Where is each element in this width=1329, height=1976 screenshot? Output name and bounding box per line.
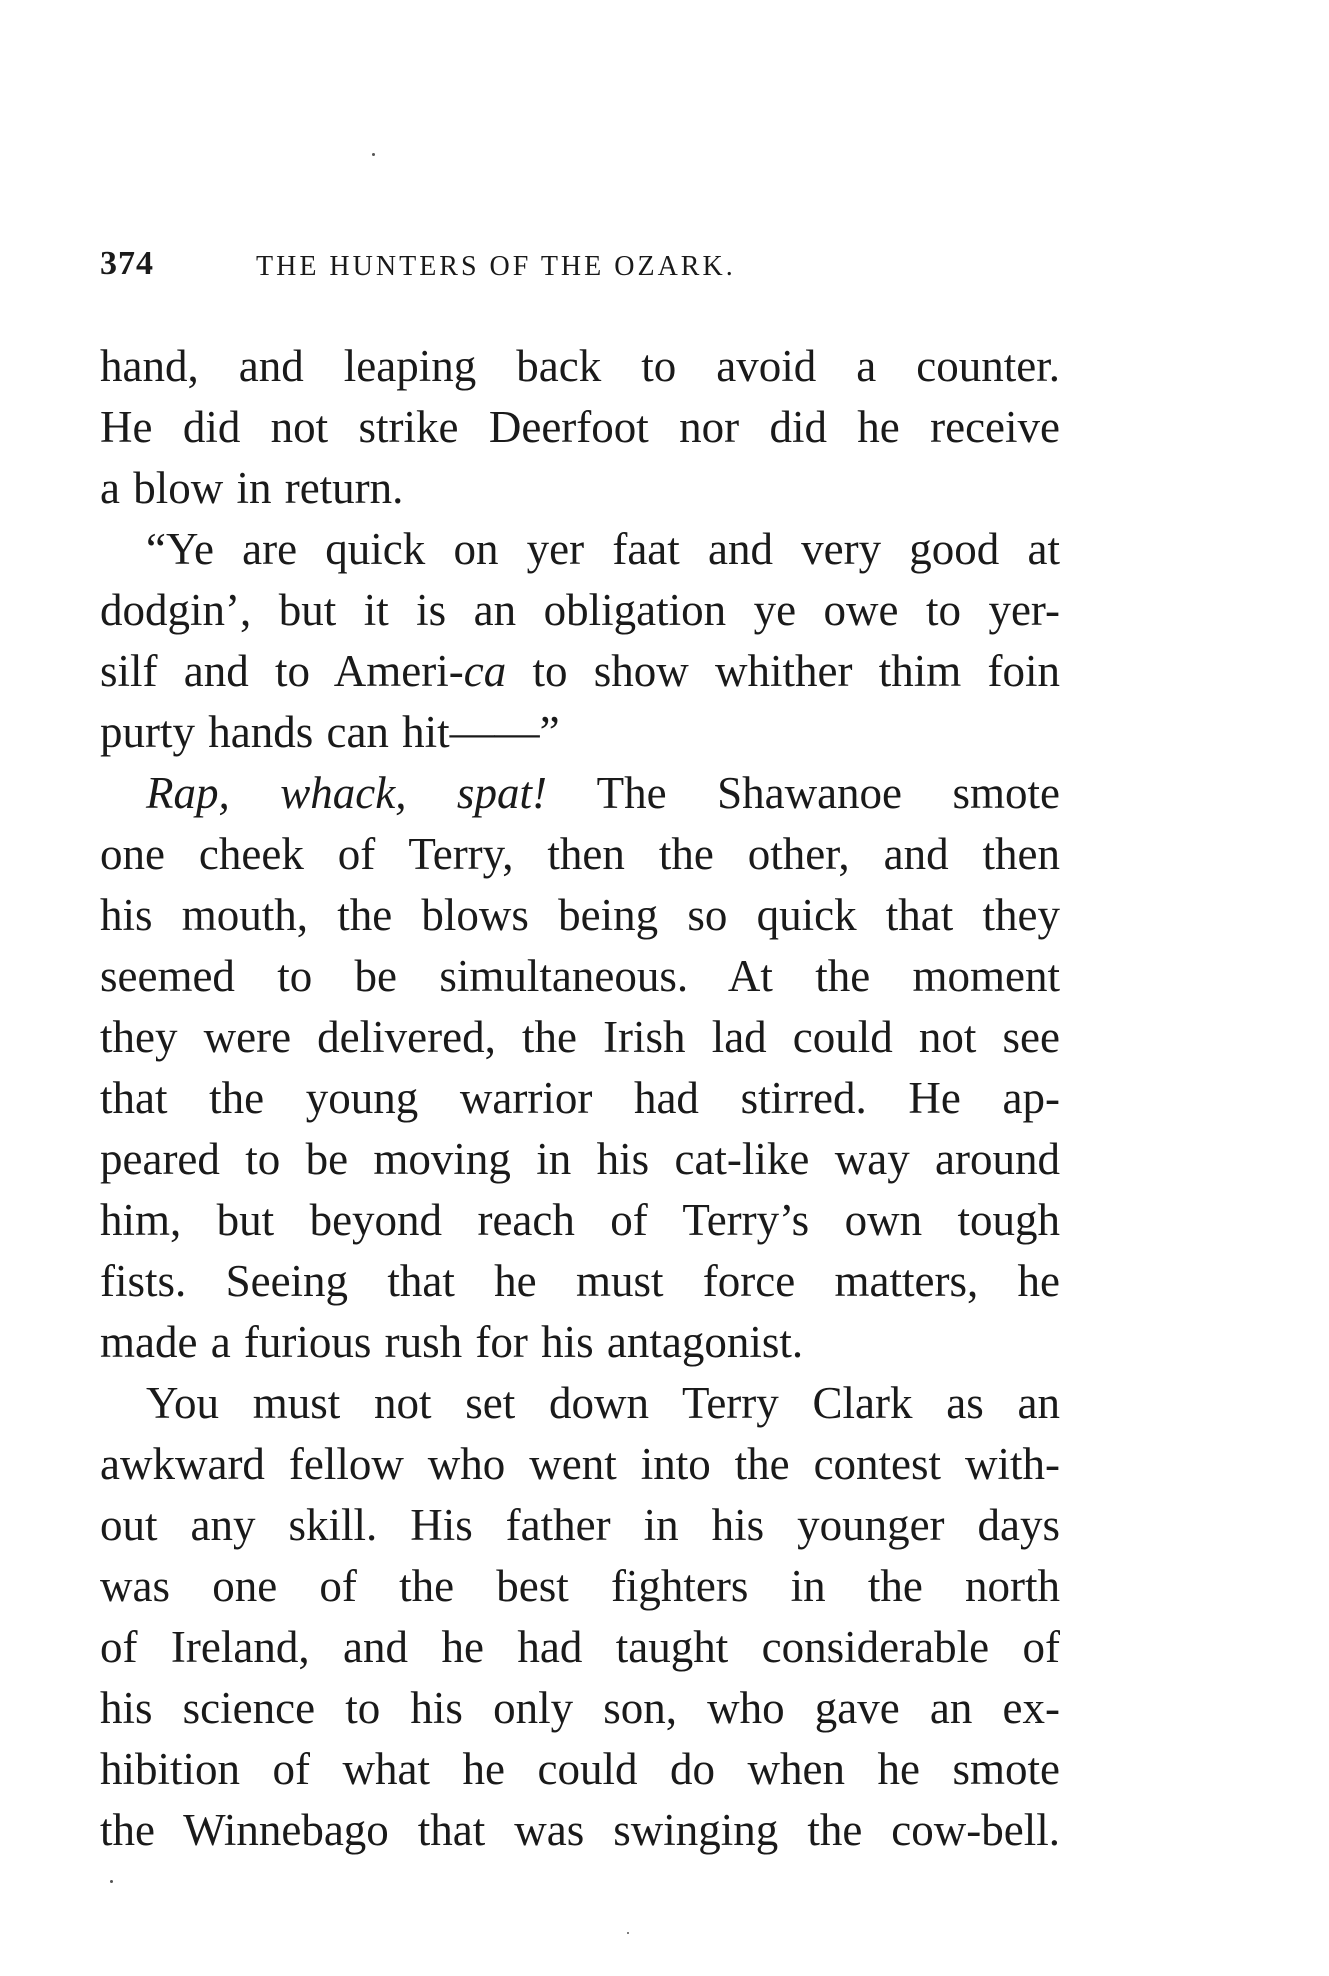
text-line: awkward fellow who went into the contest with-: [100, 1439, 1060, 1489]
text-line: was one of the best fighters in the north: [100, 1561, 1060, 1611]
text-line: they were delivered, the Irish lad could not see: [100, 1012, 1060, 1062]
page-number: 374: [100, 245, 154, 282]
text-segment: silf and to Ameri-: [100, 646, 464, 696]
italic-text: ca: [463, 646, 507, 696]
text-line: fists. Seeing that he must force matters, he: [100, 1256, 1060, 1306]
text-line: hibition of what he could do when he smote: [100, 1744, 1060, 1794]
text-line: [100, 763, 1060, 824]
text-line: of Ireland, and he had taught considerable of: [100, 1622, 1060, 1672]
text-line: He did not strike Deerfoot nor did he receive: [100, 402, 1060, 452]
print-speck: [627, 1932, 629, 1934]
body-text: [100, 336, 1060, 1861]
text-segment: to show whither thim foin: [506, 646, 1060, 696]
text-line: that the young warrior had stirred. He ap-: [100, 1073, 1060, 1123]
text-line: made a furious rush for his antagonist.: [100, 1317, 804, 1367]
text-line: seemed to be simultaneous. At the moment: [100, 951, 1060, 1001]
text-line: You must not set down Terry Clark as an: [146, 1378, 1060, 1428]
italic-text: Rap, whack, spat!: [146, 768, 547, 818]
text-line: his mouth, the blows being so quick that they: [100, 890, 1060, 940]
running-head: [100, 245, 1060, 289]
text-line: dodgin’, but it is an obligation ye owe to yer-: [100, 585, 1060, 635]
text-segment: The Shawanoe smote: [546, 768, 1060, 818]
print-speck: [110, 1880, 113, 1883]
text-line: hand, and leaping back to avoid a counter.: [100, 341, 1060, 391]
text-line: [100, 641, 1060, 702]
text-line: him, but beyond reach of Terry’s own tough: [100, 1195, 1060, 1245]
text-line: the Winnebago that was swinging the cow-bell.: [100, 1805, 1060, 1855]
text-line: “Ye are quick on yer faat and very good at: [146, 524, 1060, 574]
text-line: his science to his only son, who gave an ex-: [100, 1683, 1060, 1733]
text-line: peared to be moving in his cat-like way around: [100, 1134, 1060, 1184]
text-line: a blow in return.: [100, 463, 404, 513]
print-speck: [372, 153, 375, 156]
text-line: out any skill. His father in his younger days: [100, 1500, 1060, 1550]
running-title: THE HUNTERS OF THE OZARK.: [256, 251, 736, 282]
text-line: one cheek of Terry, then the other, and then: [100, 829, 1060, 879]
text-line: purty hands can hit——”: [100, 707, 560, 757]
